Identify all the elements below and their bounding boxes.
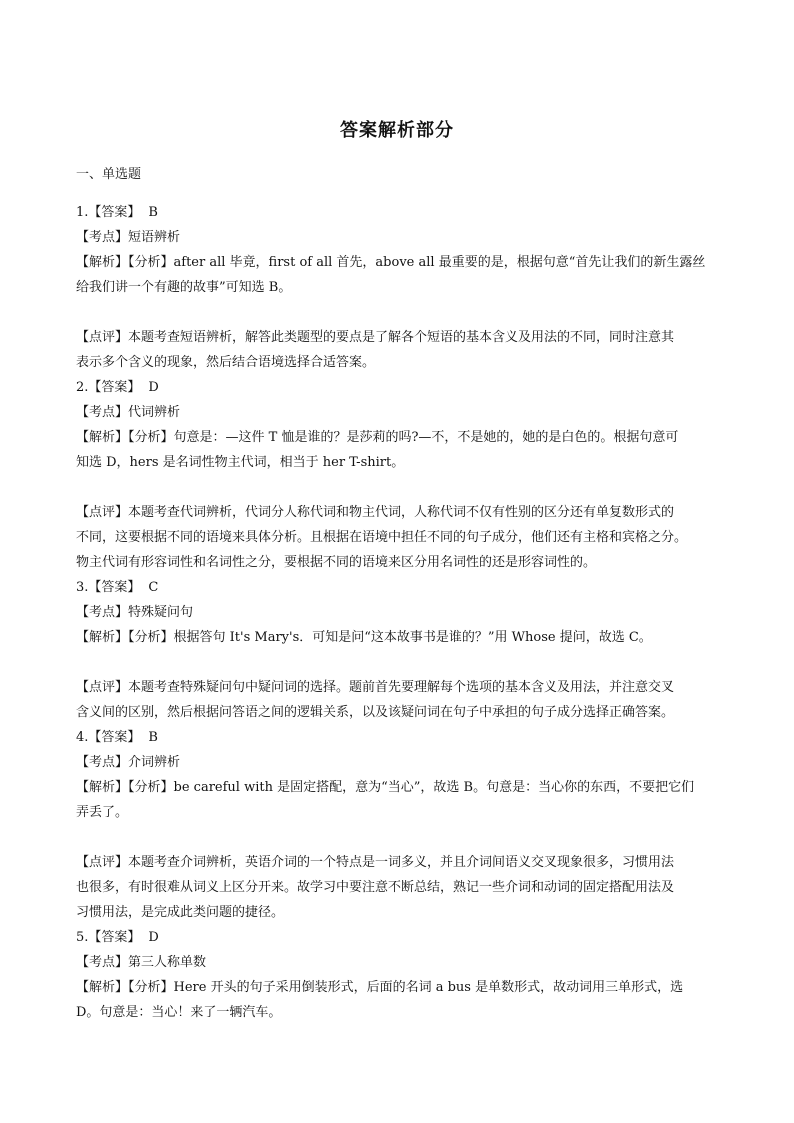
answer-value: B: [148, 205, 158, 220]
answer-label: 【答案】: [88, 930, 141, 945]
comment-line: [76, 500, 718, 525]
analysis-label: 【解析】【分析】: [76, 780, 174, 795]
analysis-text: 根据答句 It's Mary's．可知是问“这本故事书是谁的？”用 Whose 提问，故选 C。: [173, 630, 652, 645]
point-line: [76, 600, 718, 625]
point-line: [76, 225, 718, 250]
analysis-label: 【解析】【分析】: [76, 630, 174, 645]
analysis-text: Here 开头的句子采用倒装形式，后面的名词 a bus 是单数形式，故动词用三单形式，选: [173, 980, 684, 995]
answer-value: B: [148, 730, 158, 745]
point-line: [76, 400, 718, 425]
comment-text: 本题考查介词辨析，英语介词的一个特点是一词多义，并且介词间语义交叉现象很多，习惯用法: [128, 855, 675, 870]
point-value: 代词辨析: [128, 405, 181, 420]
comment-line: 习惯用法，是完成此类问题的捷径。: [76, 905, 285, 920]
analysis-text: be careful with 是固定搭配，意为“当心”，故选 B。句意是：当心你的东西，不要把它们: [173, 780, 695, 795]
comment-line: 含义间的区别，然后根据问答语之间的逻辑关系，以及该疑问词在句子中承担的句子成分选择正确答案。: [76, 705, 675, 720]
answer-label: 【答案】: [88, 580, 141, 595]
analysis-line: D。句意是：当心！来了一辆汽车。: [76, 1005, 282, 1020]
question-4: [76, 725, 718, 925]
comment-label: 【点评】: [76, 855, 129, 870]
question-number: 3.: [76, 580, 89, 595]
point-value: 特殊疑问句: [128, 605, 194, 620]
question-number: 5.: [76, 930, 89, 945]
answer-label: 【答案】: [88, 205, 141, 220]
comment-label: 【点评】: [76, 680, 129, 695]
question-1: [76, 200, 718, 375]
analysis-line: 弄丢了。: [76, 805, 129, 820]
answer-value: C: [148, 580, 159, 595]
analysis-label: 【解析】【分析】: [76, 430, 174, 445]
analysis-line: 给我们讲一个有趣的故事”可知选 B。: [76, 280, 292, 295]
point-value: 短语辨析: [128, 230, 181, 245]
comment-line: 表示多个含义的现象，然后结合语境选择合适答案。: [76, 355, 376, 370]
analysis-text: 句意是：—这件 T 恤是谁的？是莎莉的吗?—不，不是她的，她的是白色的。根据句意可: [173, 430, 679, 445]
answer-line: [76, 725, 718, 750]
comment-line: [76, 325, 718, 350]
answer-content: [76, 162, 718, 1025]
question-number: 4.: [76, 730, 89, 745]
question-5: [76, 925, 718, 1025]
question-3: [76, 575, 718, 725]
analysis-line: [76, 775, 718, 800]
analysis-line: [76, 425, 718, 450]
comment-text: 本题考查特殊疑问句中疑问词的选择。题前首先要理解每个选项的基本含义及用法，并注意交叉: [128, 680, 675, 695]
analysis-line: [76, 250, 718, 275]
question-number: 2.: [76, 380, 89, 395]
answer-label: 【答案】: [88, 380, 141, 395]
comment-label: 【点评】: [76, 330, 129, 345]
page-title: 答案解析部分: [340, 120, 454, 141]
comment-line: [76, 850, 718, 875]
section-heading: 一、单选题: [76, 167, 142, 182]
question-number: 1.: [76, 205, 89, 220]
comment-line: 不同，这要根据不同的语境来具体分析。且根据在语境中担任不同的句子成分，他们还有主格和宾格之分。: [76, 530, 688, 545]
comment-line: 物主代词有形容词性和名词性之分，要根据不同的语境来区分用名词性的还是形容词性的。: [76, 555, 597, 570]
question-2: [76, 375, 718, 575]
point-value: 第三人称单数: [128, 955, 207, 970]
answer-value: D: [148, 380, 159, 395]
analysis-line: [76, 975, 718, 1000]
answer-line: [76, 925, 718, 950]
analysis-text: after all 毕竟，first of all 首先，above all 最重要的是，根据句意“首先让我们的新生露丝: [173, 255, 706, 270]
answer-value: D: [148, 930, 159, 945]
analysis-line: 知选 D，hers 是名词性物主代词，相当于 her T-shirt。: [76, 455, 405, 470]
analysis-label: 【解析】【分析】: [76, 980, 174, 995]
comment-text: 本题考查代词辨析，代词分人称代词和物主代词，人称代词不仅有性别的区分还有单复数形式的: [128, 505, 675, 520]
point-line: [76, 950, 718, 975]
point-value: 介词辨析: [128, 755, 181, 770]
point-label: 【考点】: [76, 755, 129, 770]
analysis-label: 【解析】【分析】: [76, 255, 174, 270]
answer-line: [76, 375, 718, 400]
point-label: 【考点】: [76, 605, 129, 620]
point-label: 【考点】: [76, 955, 129, 970]
answer-line: [76, 200, 718, 225]
answer-line: [76, 575, 718, 600]
comment-label: 【点评】: [76, 505, 129, 520]
point-label: 【考点】: [76, 230, 129, 245]
comment-text: 本题考查短语辨析，解答此类题型的要点是了解各个短语的基本含义及用法的不同，同时注意其: [128, 330, 675, 345]
point-label: 【考点】: [76, 405, 129, 420]
comment-line: 也很多，有时很难从词义上区分开来。故学习中要注意不断总结，熟记一些介词和动词的固定搭配用法及: [76, 880, 675, 895]
answer-label: 【答案】: [88, 730, 141, 745]
analysis-line: [76, 625, 718, 650]
point-line: [76, 750, 718, 775]
comment-line: [76, 675, 718, 700]
